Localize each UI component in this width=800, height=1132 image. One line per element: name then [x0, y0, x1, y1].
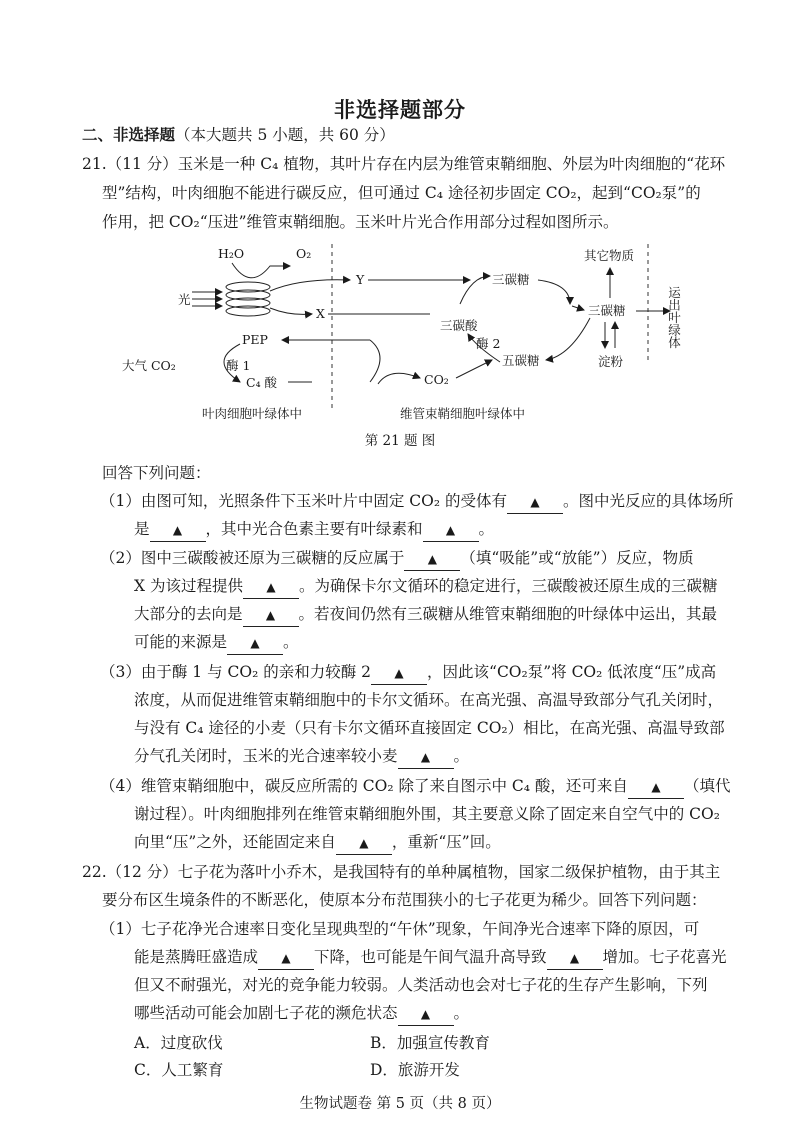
starch-label: 淀粉 [598, 354, 624, 369]
water-split-arrow [232, 263, 290, 278]
triose-label-2: 三碳糖 [588, 303, 626, 318]
section-note: （本大题共 5 小题，共 60 分） [175, 126, 395, 144]
q21-p2-line-2: X 为该过程提供 ▲ 。为确保卡尔文循环的稳定进行，三碳酸被还原生成的三碳糖 [134, 575, 717, 599]
atmospheric-co2-label: 大气 CO₂ [122, 358, 176, 373]
answer-prompt: 回答下列问题： [102, 464, 211, 482]
section-heading [82, 124, 395, 146]
q21-p3-line-3: 与没有 C₄ 途径的小麦（只有卡尔文循环直接固定 CO₂）相比，在高光强、高温导致部 [134, 719, 725, 737]
q21-p4-line-1: （4）维管束鞘细胞中，碳反应所需的 CO₂ 除了来自图示中 C₄ 酸，还可来自 ▲ （填代 [100, 775, 730, 799]
q21-p2-line-4: 可能的来源是 ▲ 。 [134, 631, 299, 655]
enzyme2-label: 酶 2 [476, 336, 501, 351]
q21-p2-line-1: （2）图中三碳酸被还原为三碳糖的反应属于 ▲ （填“吸能”或“放能”）反应，物质 [100, 547, 694, 571]
h2o-label: H₂O [218, 246, 245, 261]
co2-label: CO₂ [424, 372, 449, 387]
q21-line-1: 21.（11 分）玉米是一种 C₄ 植物，其叶片存在内层为维管束鞘细胞、外层为叶肉细胞的“花环 [82, 155, 726, 173]
q21-p3-line-1: （3）由于酶 1 与 CO₂ 的亲和力较酶 2 ▲ ，因此该“CO₂泵”将 CO₂ 低浓度“压”成高 [100, 661, 716, 685]
page-title: 非选择题部分 [334, 98, 466, 122]
q21-p2-line-3: 大部分的去向是 ▲ 。若夜间仍然有三碳糖从维管束鞘细胞的叶绿体中运出，其最 [134, 603, 717, 627]
o2-label: O₂ [296, 246, 312, 261]
page-footer: 生物试题卷 第 5 页（共 8 页） [299, 1096, 501, 1112]
c4-acid-label: C₄ 酸 [246, 375, 278, 390]
answer-blank[interactable]: ▲ [423, 519, 479, 542]
c3-acid-label: 三碳酸 [440, 318, 478, 333]
mesophyll-label: 叶肉细胞叶绿体中 [202, 406, 303, 421]
q22-p1-line-3: 但又不耐强光，对光的竞争能力较弱。人类活动也会对七子花的生存产生影响，下列 [134, 976, 708, 994]
q21-p3-line-4: 分气孔关闭时，玉米的光合速率较小麦 ▲ 。 [134, 745, 469, 769]
x-label: X [316, 306, 325, 321]
option-c[interactable]: C．人工繁育 [134, 1061, 224, 1079]
other-substance-label: 其它物质 [584, 248, 635, 263]
pep-label: PEP [242, 332, 268, 347]
answer-blank[interactable]: ▲ [227, 632, 283, 655]
option-b[interactable]: B．加强宣传教育 [370, 1034, 490, 1052]
q22-line-1: 22.（12 分）七子花为落叶小乔木，是我国特有的单种属植物，国家二级保护植物，由于其主 [82, 863, 721, 881]
answer-blank[interactable]: ▲ [258, 947, 314, 970]
enzyme1-label: 酶 1 [226, 358, 251, 373]
export-label: 运出叶绿体 [666, 286, 682, 349]
q21-p1-line-1: （1）由图可知，光照条件下玉米叶片中固定 CO₂ 的受体有 ▲ 。图中光反应的具体场所 [100, 490, 734, 514]
answer-blank[interactable]: ▲ [243, 604, 299, 627]
answer-blank[interactable]: ▲ [243, 576, 299, 599]
answer-blank[interactable]: ▲ [628, 776, 684, 799]
q21-p3-line-2: 浓度，从而促进维管束鞘细胞中的卡尔文循环。在高光强、高温导致部分气孔关闭时， [134, 691, 724, 709]
q22-p1-line-4: 哪些活动可能会加剧七子花的濒危状态 ▲ 。 [134, 1002, 469, 1026]
light-label: 光 [178, 292, 191, 307]
answer-blank[interactable]: ▲ [398, 746, 454, 769]
bundle-sheath-label: 维管束鞘细胞叶绿体中 [400, 406, 526, 421]
answer-blank[interactable]: ▲ [398, 1003, 454, 1026]
q22-line-2: 要分布区生境条件的不断恶化，使原本分布范围狭小的七子花更为稀少。回答下列问题： [102, 891, 707, 909]
answer-blank[interactable]: ▲ [371, 662, 427, 685]
figure-caption: 第 21 题 图 [364, 433, 436, 449]
q22-p1-line-1: （1）七子花净光合速率日变化呈现典型的“午休”现象，午间净光合速率下降的原因，可 [100, 920, 700, 938]
q21-p4-line-3: 向里“压”之外，还能固定来自 ▲ ，重新“压”回。 [134, 831, 501, 855]
q22-p1-line-2: 能是蒸腾旺盛造成 ▲ 下降，也可能是午间气温升高导致 ▲ 增加。七子花喜光 [134, 946, 727, 970]
answer-blank[interactable]: ▲ [150, 519, 206, 542]
photosynthesis-diagram [100, 236, 720, 451]
triose-label-1: 三碳糖 [492, 272, 530, 287]
q21-p1-line-2: 是 ▲ ，其中光合色素主要有叶绿素和 ▲ 。 [134, 518, 494, 542]
q21-line-2: 型”结构，叶肉细胞不能进行碳反应，但可通过 C₄ 途径初步固定 CO₂，起到“CO₂泵”的 [102, 184, 701, 202]
option-d[interactable]: D．旅游开发 [370, 1061, 460, 1079]
q21-line-3: 作用，把 CO₂“压进”维管束鞘细胞。玉米叶片光合作用部分过程如图所示。 [102, 213, 619, 231]
option-a[interactable]: A．过度砍伐 [134, 1034, 223, 1052]
answer-blank[interactable]: ▲ [507, 491, 563, 514]
thylakoid-stack-icon [226, 282, 270, 316]
answer-blank[interactable]: ▲ [547, 947, 603, 970]
answer-blank[interactable]: ▲ [336, 832, 392, 855]
answer-blank[interactable]: ▲ [404, 548, 460, 571]
q21-p4-line-2: 谢过程）。叶肉细胞排列在维管束鞘细胞外围，其主要意义除了固定来自空气中的 CO₂ [134, 805, 720, 823]
rubp-label: 五碳糖 [502, 353, 540, 368]
section-prefix: 二、非选择题 [82, 126, 176, 144]
y-label: Y [356, 272, 365, 287]
